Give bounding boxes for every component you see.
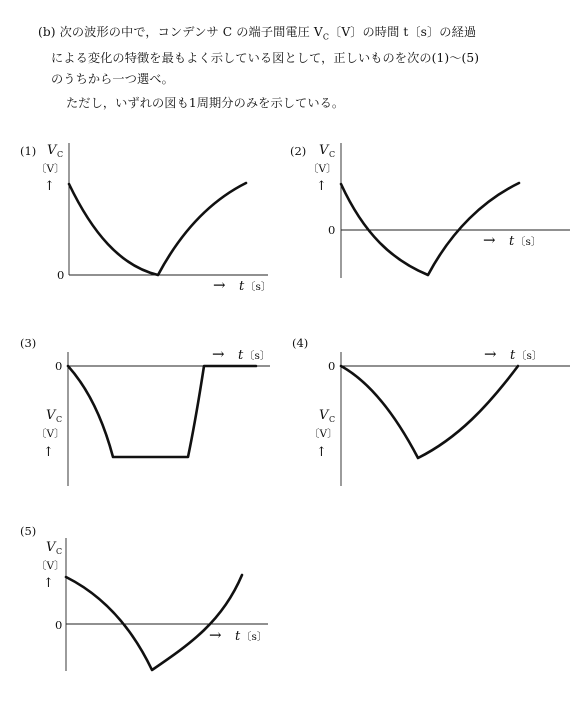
figure-1-graph [0, 138, 290, 308]
figure-5-graph [0, 524, 290, 684]
figure-1-tunit: 〔s〕 [245, 281, 272, 293]
figure-1-t-arrow: → [213, 276, 226, 294]
figure-5-number: (5) [20, 524, 37, 538]
figure-3-vunit: 〔V〕 [36, 428, 65, 440]
figure-1 [0, 138, 290, 308]
figure-4-graph [288, 336, 573, 496]
figure-3-number: (3) [20, 336, 37, 350]
figure-3-vsub: C [56, 415, 63, 424]
figure-4-vunit: 〔V〕 [309, 428, 338, 440]
figure-3-graph [0, 336, 290, 496]
figure-2-vlabel: V [319, 143, 329, 158]
figure-2-tunit: 〔s〕 [515, 236, 542, 248]
figure-2-t-arrow: → [483, 231, 496, 249]
figure-5-vsub: C [56, 547, 63, 556]
figure-4-number: (4) [292, 336, 309, 350]
figure-4-up-arrow: ↑ [316, 445, 327, 460]
figure-1-vlabel: V [47, 143, 57, 158]
figure-3-zero: 0 [55, 359, 63, 373]
figure-2-graph [288, 138, 573, 308]
figure-1-vunit: 〔V〕 [36, 163, 65, 175]
figure-4-zero: 0 [328, 359, 336, 373]
question-text [38, 22, 558, 114]
figure-5-tlabel: t [235, 629, 241, 644]
figure-2 [288, 138, 573, 308]
figure-5-t-arrow: → [209, 626, 222, 644]
figure-1-vsub: C [57, 150, 64, 159]
figure-3-t-arrow: → [212, 345, 225, 363]
figure-4-tunit: 〔s〕 [516, 350, 543, 362]
figure-2-tlabel: t [509, 234, 515, 249]
figure-1-tlabel: t [239, 279, 245, 294]
figure-3-waveform [68, 366, 256, 457]
figure-5-waveform [66, 575, 242, 670]
figure-4-waveform [341, 366, 518, 458]
figure-2-up-arrow: ↑ [316, 179, 327, 194]
figure-2-zero: 0 [328, 223, 336, 237]
question-line-4: ただし，いずれの図も1周期分のみを示している。 [66, 95, 345, 110]
figure-4-vlabel: V [319, 408, 329, 423]
figure-5-vunit: 〔V〕 [36, 560, 65, 572]
figure-4-tlabel: t [510, 348, 516, 363]
figure-4 [288, 336, 573, 496]
figure-1-number: (1) [20, 144, 37, 158]
figure-3 [0, 336, 290, 496]
figure-4-vsub: C [329, 415, 336, 424]
figure-5-vlabel: V [46, 540, 56, 555]
figure-5-zero: 0 [55, 618, 63, 632]
figure-2-vsub: C [329, 150, 336, 159]
figure-5 [0, 524, 290, 684]
figure-3-up-arrow: ↑ [43, 445, 54, 460]
figure-5-up-arrow: ↑ [43, 576, 54, 591]
figure-1-waveform [69, 183, 246, 275]
figure-2-vunit: 〔V〕 [308, 163, 337, 175]
figure-3-tunit: 〔s〕 [244, 350, 271, 362]
figure-2-number: (2) [290, 144, 307, 158]
figure-3-vlabel: V [46, 408, 56, 423]
question-line-3: のうちから一つ選べ。 [51, 72, 174, 87]
figure-1-up-arrow: ↑ [44, 179, 55, 194]
figure-5-tunit: 〔s〕 [241, 631, 268, 643]
question-line-1: (b) 次の波形の中で，コンデンサ C の端子間電圧 $V_C$〔V〕の時間 t〔s〕の経過 [38, 25, 477, 42]
question-line-2: による変化の特徴を最もよく示している図として，正しいものを次の(1)～(5) [51, 50, 480, 65]
figure-2-waveform [341, 183, 519, 275]
figure-3-tlabel: t [238, 348, 244, 363]
figure-4-t-arrow: → [484, 345, 497, 363]
figure-1-zero: 0 [57, 268, 65, 282]
